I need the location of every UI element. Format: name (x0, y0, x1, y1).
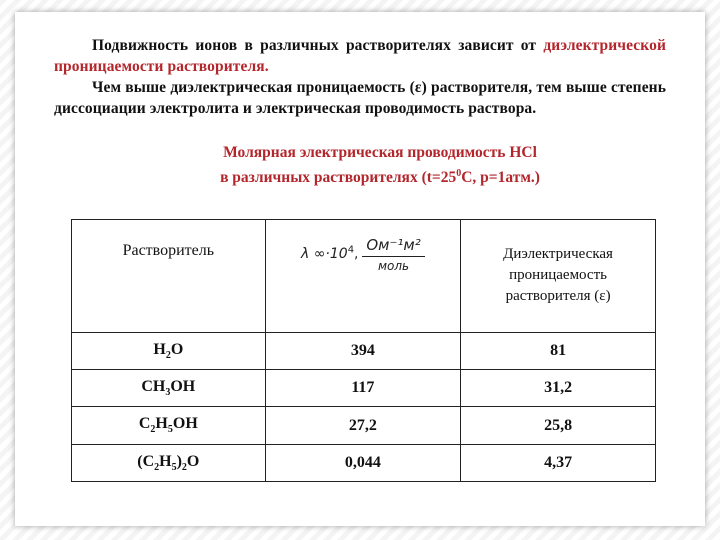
cell-solvent (72, 370, 266, 407)
solvent-subscript: 5 (171, 461, 177, 473)
cell-conductivity: 117 (265, 370, 461, 407)
caption-line-2 (160, 163, 600, 188)
formula-comma: , (354, 247, 359, 262)
solvent-part: H (159, 452, 172, 470)
solvent-part: O (186, 452, 200, 470)
solvent-subscript: 2 (165, 350, 171, 362)
table-row (72, 407, 656, 444)
solvent-part: C (138, 415, 151, 433)
table-row (72, 444, 656, 481)
cell-dielectric: 25,8 (461, 407, 656, 444)
cell-solvent (72, 444, 266, 481)
solvent-subscript: 5 (167, 424, 173, 436)
header-dielectric: Диэлектрическая проницаемость растворителя (ε) (461, 220, 656, 333)
cell-dielectric: 4,37 (461, 444, 656, 481)
formula-lambda: λ ∞·10 (301, 246, 348, 262)
solvent-part: H (155, 415, 168, 433)
solvent-subscript: 3 (165, 387, 171, 399)
solvent-part: OH (172, 415, 198, 433)
header-solvent: Растворитель (72, 220, 266, 333)
caption-line-2-suffix: C, p=1атм.) (461, 169, 540, 187)
solvent-part: H (153, 340, 166, 358)
body-text (54, 35, 666, 119)
header-conductivity-formula (265, 220, 461, 333)
cell-conductivity: 394 (265, 332, 461, 369)
solvent-part: OH (170, 378, 196, 396)
table-row (72, 370, 656, 407)
solvent-subscript: 2 (154, 461, 160, 473)
caption-line-1: Молярная электрическая проводимость HCl (223, 144, 537, 161)
cell-solvent (72, 332, 266, 369)
cell-dielectric: 31,2 (461, 370, 656, 407)
conductivity-table (71, 219, 656, 482)
formula-fraction (362, 236, 424, 273)
table-caption (160, 142, 600, 188)
paragraph-2: Чем выше диэлектрическая проницаемость (ε) растворителя, тем выше степень диссоциации электролита и электрическая проводимость раствора. (54, 79, 666, 117)
cell-conductivity: 0,044 (265, 444, 461, 481)
solvent-part: (C (137, 452, 155, 470)
formula-numerator: Ом⁻¹м² (362, 236, 424, 257)
solvent-subscript: 2 (150, 424, 156, 436)
table-body (72, 332, 656, 481)
paragraph-1-highlight: диэлектрической проницаемости растворителя. (54, 37, 666, 75)
solvent-subscript: 2 (181, 461, 187, 473)
caption-line-2-prefix: в различных растворителях (t=25 (220, 169, 457, 187)
cell-conductivity: 27,2 (265, 407, 461, 444)
formula-exponent: 4 (347, 244, 355, 256)
cell-dielectric: 81 (461, 332, 656, 369)
caption-degree-sup: 0 (456, 168, 462, 179)
solvent-part: O (170, 340, 184, 358)
formula-denominator: моль (377, 259, 410, 273)
solvent-part: CH (141, 378, 166, 396)
cell-solvent (72, 407, 266, 444)
paragraph-1-text: Подвижность ионов в различных растворителях зависит от (92, 37, 544, 54)
solvent-part: ) (176, 452, 182, 470)
table-header-row (72, 220, 656, 333)
paragraph-1 (54, 35, 666, 77)
table-row (72, 332, 656, 369)
molar-conductivity-formula (301, 236, 425, 273)
